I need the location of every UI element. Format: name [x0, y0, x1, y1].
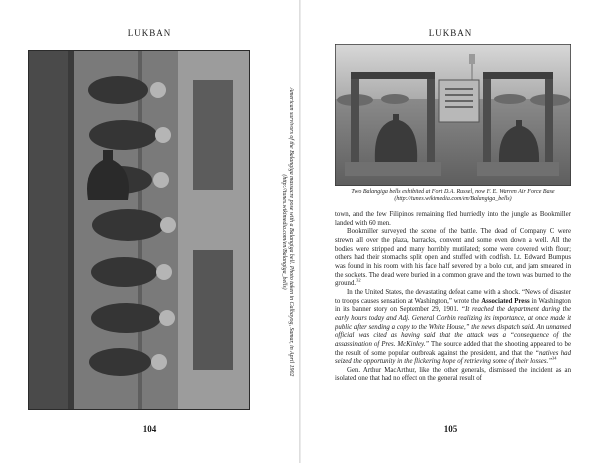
right-bells-photo [335, 44, 571, 186]
group-portrait-image [28, 50, 250, 410]
footnote-marker: 34 [552, 355, 557, 361]
text-run: Gen. Arthur MacArthur, like the other generals, dismissed the incident as an isolated one that had no effect on the general result of [335, 366, 571, 383]
quote-run: “natives had seized the opportunity in the flickering hope of retrieving some of their losses.” [335, 349, 571, 366]
left-photo-caption [254, 52, 294, 412]
body-paragraph [335, 228, 571, 289]
right-caption-line-1: Two Balangiga bells exhibited at Fort D.A. Russel, now F. E. Warren Air Force Base [351, 189, 555, 195]
quote-run: “It reached the department during the early hours today and Adj. General Corbin realizing its importance, at once made it public after sending a copy to the White House,” the news dispatch said. An unnamed official was cited as having said that the attack was a “consequence of the assassination of Pres. McKinley.” [335, 306, 571, 348]
right-caption-line-2: (http://tunes.wikimedia.com/en/Balangiga_bells) [394, 196, 512, 203]
text-run: In the United States, the devastating defeat came with a shock. “News of disaster to troops causes sensation at Washington,” wrote the [335, 288, 571, 305]
footnote-marker: 32 [356, 277, 361, 283]
body-paragraph [335, 211, 571, 228]
right-running-head: LUKBAN [428, 28, 473, 38]
right-page [301, 0, 600, 463]
right-photo-caption [335, 189, 571, 204]
left-page-number: 104 [142, 424, 157, 434]
left-running-head: LUKBAN [127, 28, 172, 38]
source-name: Associated Press [481, 297, 530, 305]
text-run: town, and the few Filipinos remaining fled hurriedly into the jungle as Bookmiller landed with 60 men. [335, 211, 571, 227]
text-run: in Washington in its banner story on September 29, 1901. [335, 297, 571, 314]
left-page [0, 0, 299, 463]
right-page-number: 105 [443, 424, 458, 434]
body-paragraph [335, 367, 571, 384]
body-text [335, 211, 571, 419]
left-caption-line-2: (http://tunes.wikimedia.com/en/Balangiga_bells) [280, 174, 287, 290]
left-caption-line-1: American survivors of the Balangiga massacre pose with a Balangiga bell. Photo taken in Calbayog, Samar, in April 1902 [288, 87, 294, 377]
text-run: The source added that the shooting appeared to be the result of some popular outbreak against the president, and that the [335, 340, 571, 357]
bells-monument-image [335, 44, 571, 186]
body-paragraph [335, 289, 571, 367]
text-run: Bookmiller surveyed the scene of the battle. The dead of Company C were strewn all over the plaza, barracks, convent and some even down a well. All the bodies were stripped and many horribly mutilated; some were covered with flour; others had their stomachs split open and stuffed with codfish. Lt. Edward Bumpus was found in his room with his face half severed by a bolo cut, and jam smeared in the sockets. The dead were buried in a common grave and the town was burned to the ground. [335, 228, 571, 288]
left-historical-photo [28, 50, 250, 410]
